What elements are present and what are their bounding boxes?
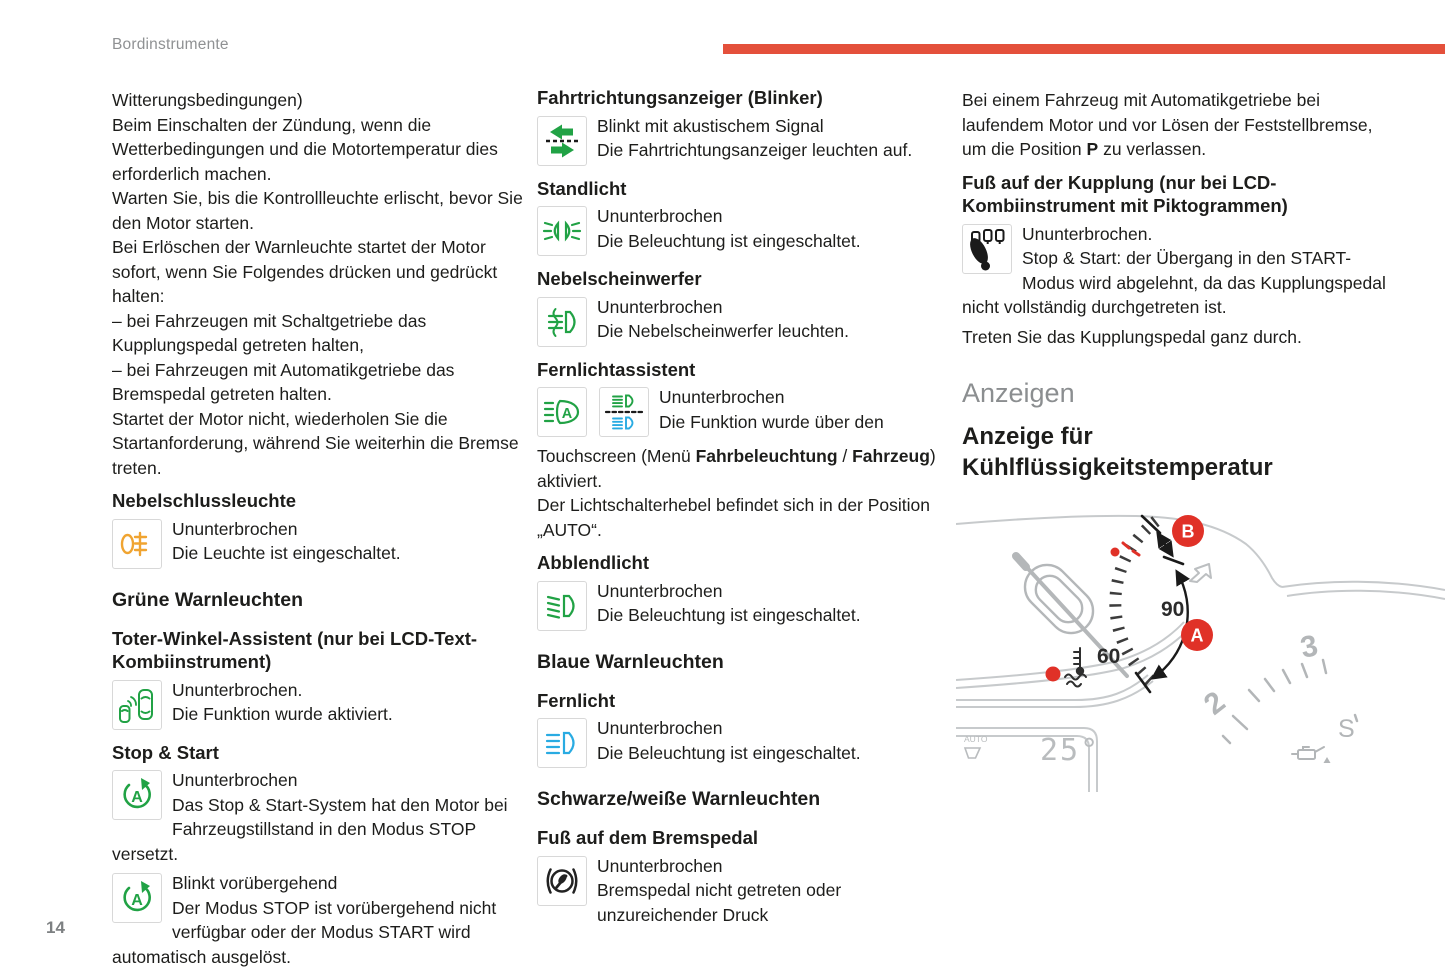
group-heading-black-white: Schwarze/weiße Warnleuchten: [537, 788, 821, 810]
section-heading-highbeam-assist: Fernlichtassistent: [537, 358, 696, 380]
red-dot-marker: [1046, 667, 1061, 682]
rpm-numeral-3: 3: [1297, 629, 1321, 665]
section-heading-stop-start: Stop & Start: [112, 741, 219, 763]
section-heading-clutch: Fuß auf der Kupplung (nur bei LCD-Kombiinstrument mit Piktogrammen): [962, 171, 1288, 216]
state-label: Ununterbrochen: [597, 296, 723, 317]
rpm-numeral-2: 2: [1197, 685, 1232, 722]
warning-light-entry: [537, 854, 942, 928]
section-heading-brake-pedal: Fuß auf dem Bremspedal: [537, 827, 759, 848]
state-desc: Die Nebelscheinwerfer leuchten.: [597, 321, 849, 341]
continuation-text: Der Lichtschalterhebel befindet sich in der Position „AUTO“.: [537, 495, 930, 540]
high-beam-assist-icon: [537, 387, 587, 437]
state-desc: Die Beleuchtung ist eingeschaltet.: [597, 742, 861, 763]
chapter-heading-anzeigen: Anzeigen: [962, 378, 1075, 408]
intro-text: Warten Sie, bis die Kontrollleuchte erlischt, bevor Sie den Motor starten.: [112, 188, 523, 233]
warning-light-entry: [962, 222, 1394, 320]
state-label: Ununterbrochen.: [172, 679, 303, 700]
column-middle: [537, 86, 942, 932]
warning-light-entry: [112, 517, 536, 571]
accent-bar: [723, 44, 1445, 54]
state-label: Ununterbrochen: [597, 718, 723, 738]
warning-light-entry: [112, 678, 536, 732]
state-desc: Die Beleuchtung ist eingeschaltet.: [597, 230, 861, 251]
column-right: [962, 88, 1394, 495]
section-heading-rear-fog: Nebelschlussleuchte: [112, 490, 297, 511]
gauge-tick-90: 90: [1161, 598, 1185, 621]
svg-text:B: B: [1181, 521, 1195, 542]
state-label: Blinkt vorübergehend: [172, 873, 338, 893]
page-title: Bordinstrumente: [112, 36, 229, 53]
warning-light-entry: [112, 768, 536, 866]
intro-text: Bei einem Fahrzeug mit Automatikgetriebe bei laufendem Motor und vor Lösen der Feststellbremse, um die Position P zu verlassen.: [962, 90, 1373, 159]
brake-pedal-icon: [537, 856, 587, 906]
clutch-pedal-icon: [962, 224, 1012, 274]
section-title-coolant-gauge: Anzeige für Kühlflüssigkeitstemperatur: [962, 423, 1273, 481]
temp-display: 25°: [1040, 733, 1101, 768]
icon-letter: A: [131, 892, 143, 909]
rear-fog-icon: [112, 519, 162, 569]
state-desc: Die Fahrtrichtungsanzeiger leuchten auf.: [597, 140, 913, 160]
state-label: Ununterbrochen: [659, 387, 785, 407]
state-label: Ununterbrochen: [597, 206, 723, 226]
state-label: Ununterbrochen: [172, 518, 298, 539]
state-label: Ununterbrochen.: [1022, 223, 1153, 244]
section-heading-highbeam: Fernlicht: [537, 689, 616, 711]
state-desc: Die Funktion wurde über den: [659, 411, 884, 432]
svg-text:A: A: [1190, 625, 1204, 646]
state-desc: Die Beleuchtung ist eingeschaltet.: [597, 605, 861, 625]
list-item: – bei Fahrzeugen mit Automatikgetriebe das Bremspedal getreten halten.: [112, 359, 455, 404]
section-heading-blind-spot: Toter-Winkel-Assistent (nur bei LCD-Text-Kombiinstrument): [112, 627, 478, 672]
continuation-text: Treten Sie das Kupplungspedal ganz durch.: [962, 326, 1302, 347]
warning-light-entry: [537, 295, 942, 349]
state-desc: Bremspedal nicht getreten oder unzureichender Druck: [597, 880, 842, 925]
section-heading-blinker: Fahrtrichtungsanzeiger (Blinker): [537, 87, 823, 108]
section-heading-standlicht: Standlicht: [537, 177, 627, 199]
auto-label: AUTO: [964, 734, 988, 744]
auto-beam-combo-icon: [599, 387, 649, 437]
warning-light-entry: [537, 579, 942, 633]
intro-text: Beim Einschalten der Zündung, wenn die Wetterbedingungen und die Motortemperatur dies erforderlich machen.: [112, 114, 498, 184]
callout-b: [1172, 515, 1204, 547]
section-heading-lowbeam: Abblendlicht: [537, 552, 650, 573]
intro-text: Bei Erlöschen der Warnleuchte startet der Motor sofort, wenn Sie Folgendes drücken und gedrückt halten:: [112, 237, 498, 306]
continuation-text: Touchscreen (Menü Fahrbeleuchtung / Fahrzeug) aktiviert.: [537, 446, 936, 491]
state-desc: Der Modus STOP ist vorübergehend nicht verfügbar oder der Modus START wird automatisch ausgelöst.: [112, 897, 497, 967]
warning-light-entry: [537, 114, 942, 168]
stop-start-icon: [112, 873, 162, 923]
blind-spot-icon: [112, 680, 162, 730]
letter-s-label: S: [1338, 715, 1355, 743]
warning-light-entry: [537, 716, 942, 770]
state-desc: Die Leuchte ist eingeschaltet.: [172, 543, 401, 563]
group-heading-blue: Blaue Warnleuchten: [537, 650, 724, 673]
intro-text: Witterungsbedingungen): [112, 90, 303, 110]
turn-signals-icon: [537, 116, 587, 166]
state-label: Ununterbrochen: [597, 580, 723, 601]
state-label: Blinkt mit akustischem Signal: [597, 115, 824, 136]
state-label: Ununterbrochen: [597, 855, 723, 876]
group-heading-green: Grüne Warnleuchten: [112, 588, 304, 611]
icon-letter: A: [131, 789, 143, 806]
oil-can-icon: [1292, 747, 1331, 763]
warning-light-entry: [537, 204, 942, 258]
gauge-tick-60: 60: [1097, 645, 1121, 668]
icon-letter: A: [561, 406, 573, 422]
intro-text: Startet der Motor nicht, wiederholen Sie die Startanforderung, während Sie weiterhin die Bremse treten.: [112, 408, 519, 478]
stop-start-icon: [112, 770, 162, 820]
state-desc: Stop & Start: der Übergang in den START-Modus wird abgelehnt, da das Kupplungspedal nicht vollständig durchgetreten ist.: [962, 248, 1386, 317]
position-lamps-icon: [537, 206, 587, 256]
red-dot-marker: [1111, 548, 1120, 557]
coolant-gauge-illustration: [956, 500, 1445, 792]
list-item: – bei Fahrzeugen mit Schaltgetriebe das Kupplungspedal getreten halten,: [112, 310, 427, 355]
warning-light-entry: [537, 385, 942, 439]
section-heading-front-fog: Nebelscheinwerfer: [537, 268, 702, 289]
auto-wiper-icon: [965, 748, 980, 758]
column-left: [112, 88, 536, 974]
low-beam-icon: [537, 581, 587, 631]
front-fog-icon: [537, 297, 587, 347]
warning-light-entry: [112, 871, 536, 969]
state-desc: Die Funktion wurde aktiviert.: [172, 704, 393, 724]
high-beam-icon: [537, 718, 587, 768]
state-desc: Das Stop & Start-System hat den Motor bei Fahrzeugstillstand in den Modus STOP versetzt.: [112, 794, 508, 864]
page-number: 14: [46, 918, 65, 937]
state-label: Ununterbrochen: [172, 770, 298, 790]
callout-a: [1181, 619, 1213, 651]
